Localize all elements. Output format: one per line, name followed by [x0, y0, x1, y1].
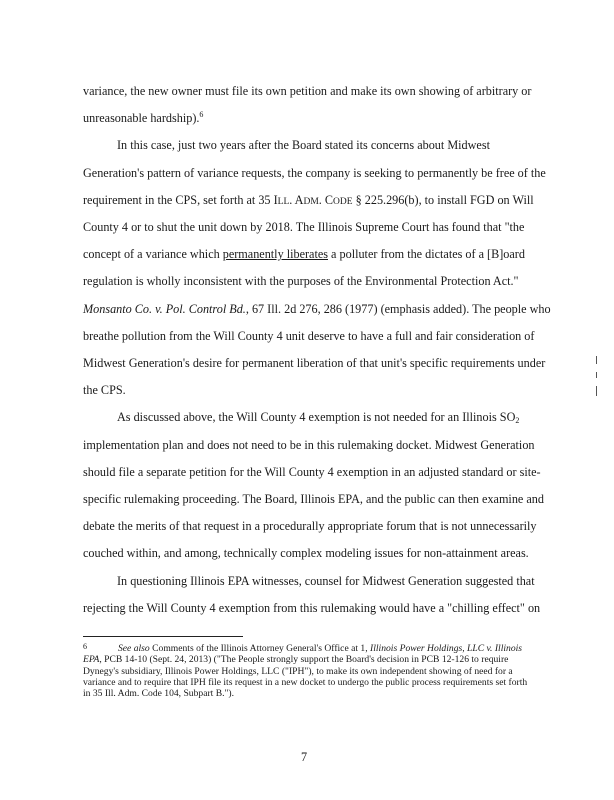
text-line — [83, 329, 534, 343]
text-run: EPA — [83, 654, 100, 666]
text-run: DM — [303, 196, 319, 207]
text-line — [83, 356, 545, 370]
text-run: 2 — [515, 416, 520, 426]
scan-edge-mark — [596, 386, 597, 396]
text-run: the CPS. — [83, 383, 126, 398]
text-line — [83, 166, 546, 180]
text-line — [83, 601, 540, 615]
text-run: concept of a variance which — [83, 247, 223, 262]
text-run: unreasonable hardship). — [83, 111, 200, 126]
text-run: , PCB 14-10 (Sept. 24, 2013) ("The People strongly support the Board's decision in PCB 12-126 to require — [99, 654, 509, 666]
text-run: As discussed above, the Will County 4 exemption is not needed for an Illinois SO — [117, 410, 516, 425]
text-run: implementation plan and does not need to be in this rulemaking docket. Midwest Generation — [83, 437, 535, 452]
footnote-line — [83, 654, 508, 665]
text-run: LL — [277, 196, 290, 207]
text-line — [83, 111, 203, 125]
text-run: Generation's pattern of variance requests, the company is seeking to permanently be free of the — [83, 165, 546, 180]
text-run: should file a separate petition for the Will County 4 exemption in an adjusted standard or site- — [83, 464, 541, 479]
text-line — [117, 138, 490, 152]
text-run: Midwest Generation's desire for permanent liberation of that unit's specific requirements under — [83, 356, 546, 370]
scan-edge-mark — [596, 372, 597, 378]
footnote-divider — [83, 636, 243, 637]
text-run: ODE — [333, 196, 353, 207]
text-run: 6 — [199, 110, 204, 120]
text-line — [83, 247, 525, 261]
text-run: In this case, just two years after the Board stated its concerns about Midwest — [117, 138, 490, 153]
text-run: Monsanto Co. v. Pol. Control Bd. — [83, 301, 246, 316]
footnote-line — [118, 643, 522, 654]
text-run: couched within, and among, technically complex modeling issues for non-attainment areas. — [83, 546, 529, 561]
text-line — [83, 519, 537, 533]
text-run: variance, the new owner must file its own petition and make its own showing of arbitrary or — [83, 84, 532, 98]
text-line — [83, 84, 531, 98]
text-line — [83, 274, 519, 288]
footnote-line — [83, 666, 513, 677]
text-line — [117, 574, 535, 588]
footnote-line — [83, 688, 234, 699]
text-line — [83, 438, 535, 452]
text-run: In questioning Illinois EPA witnesses, counsel for Midwest Generation suggested that — [117, 573, 535, 588]
text-run: See also — [118, 643, 150, 654]
text-line — [83, 302, 551, 316]
text-line — [83, 465, 541, 479]
text-line — [83, 220, 524, 234]
text-run: requirement in the CPS, set forth at 35 I — [83, 192, 278, 207]
scan-edge-mark — [596, 356, 597, 364]
text-run: variance and to require that IPH file its request in a new docket to undergo the public process requirements set forth — [83, 676, 528, 688]
text-run: debate the merits of that request in a procedurally appropriate forum that is not unnecessarily — [83, 519, 537, 534]
page-number: 7 — [301, 750, 308, 764]
text-run: . A — [289, 192, 304, 207]
text-run: rejecting the Will County 4 exemption from this rulemaking would have a "chilling effect" on — [83, 600, 541, 615]
text-line — [83, 193, 534, 209]
text-line — [83, 492, 544, 506]
text-line — [83, 383, 126, 397]
text-run: specific rulemaking proceeding. The Board, Illinois EPA, and the public can then examine and — [83, 492, 544, 506]
text-run: . C — [318, 192, 334, 207]
footnote-line — [83, 677, 527, 688]
text-run: regulation is wholly inconsistent with the purposes of the Environmental Protection Act." — [83, 274, 519, 289]
text-run: § 225.296(b), to install FGD on Will — [352, 192, 534, 207]
text-run: Comments of the Illinois Attorney General's Office at 1, — [149, 643, 371, 654]
text-run: Illinois Power Holdings, LLC v. Illinois — [370, 643, 523, 654]
footnote-mark: 6 — [83, 642, 87, 651]
text-run: , 67 Ill. 2d 276, 286 (1977) (emphasis added). The people who — [245, 301, 551, 316]
text-line — [117, 410, 519, 424]
text-run: in 35 Ill. Adm. Code 104, Subpart B."). — [83, 688, 235, 700]
text-run: Dynegy's subsidiary, Illinois Power Holdings, LLC ("IPH"), to make its own independent showing of need for a — [83, 665, 513, 677]
text-run: a polluter from the dictates of a [B]oard — [328, 247, 525, 262]
text-run: permanently liberates — [222, 247, 328, 262]
text-line — [83, 546, 529, 560]
text-run: breathe pollution from the Will County 4 unit deserve to have a full and fair consideration of — [83, 328, 535, 343]
text-run: County 4 or to shut the unit down by 2018. The Illinois Supreme Court has found that "the — [83, 220, 525, 234]
